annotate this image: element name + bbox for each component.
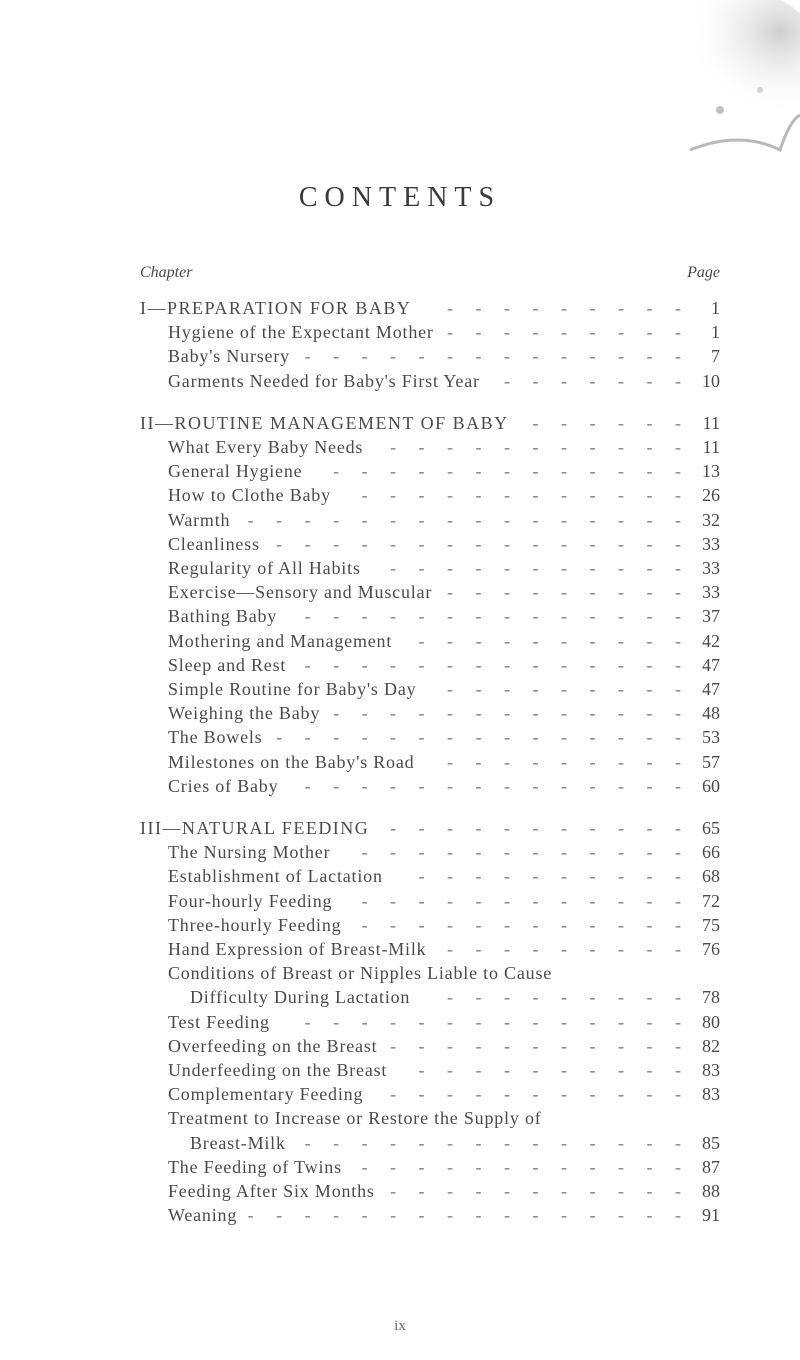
entry-title: Exercise—Sensory and Muscular: [168, 580, 438, 604]
entry-title: Regularity of All Habits: [168, 556, 367, 580]
entry-title: Baby's Nursery: [168, 344, 296, 368]
entry-title: The Feeding of Twins: [168, 1155, 348, 1179]
entry-page-number: 33: [702, 558, 720, 578]
entry-page-number: 65: [702, 818, 720, 838]
toc-entry-continuation[interactable]: [0, 1131, 800, 1155]
leader-dots: - - - - - - - - -: [447, 751, 690, 772]
leader-dots: - - - - - - - - - - - -: [361, 842, 690, 863]
leader-dots: - - - - - - - - - - - - - - -: [276, 727, 690, 748]
toc-entry[interactable]: [0, 1058, 800, 1082]
entry-page-number: 78: [702, 987, 720, 1008]
leader-dots: - - - - - - - - - - - - - - - -: [247, 509, 690, 530]
leader-dots: - - - - - - - - - - -: [390, 1084, 690, 1105]
entry-title: Conditions of Breast or Nipples Liable to Cause: [168, 961, 558, 985]
entry-title: Hygiene of the Expectant Mother: [168, 320, 440, 344]
toc-entry[interactable]: [0, 1179, 800, 1203]
leader-dots: - - - - - - - - - - -: [390, 818, 690, 838]
entry-page-number: 1: [711, 322, 720, 343]
chapter-heading[interactable]: [0, 816, 800, 840]
toc-entry[interactable]: [0, 1034, 800, 1058]
entry-page-number: 10: [702, 370, 720, 391]
toc-entry[interactable]: [0, 435, 800, 459]
leader-dots: - - - - - - - - - - - - - -: [304, 1132, 690, 1153]
page-title: CONTENTS: [298, 182, 502, 213]
toc-entry-continuation[interactable]: [0, 985, 800, 1009]
leader-dots: - - - - - - - - - - - - -: [333, 703, 690, 724]
leader-dots: - - - - - - - - - - - - - -: [304, 775, 690, 796]
entry-title: Simple Routine for Baby's Day: [168, 677, 422, 701]
leader-dots: - - - - - - - - - - - -: [361, 890, 690, 911]
leader-dots: - - - - - - - - - - - - - -: [304, 654, 690, 675]
entry-page-number: 83: [702, 1084, 720, 1105]
entry-title: Treatment to Increase or Restore the Supply of: [168, 1106, 548, 1130]
entry-page-number: 32: [702, 509, 720, 530]
entry-page-number: 47: [702, 679, 720, 699]
toc-entry[interactable]: [0, 604, 800, 628]
leader-dots: - - - - - - - - - - - -: [361, 1156, 690, 1177]
toc-entry[interactable]: [0, 701, 800, 725]
entry-page-number: 37: [702, 606, 720, 627]
entry-title: Cleanliness: [168, 532, 266, 556]
leader-dots: - - - - - - - - -: [447, 679, 690, 699]
leader-dots: - - - - - - - - - - -: [390, 437, 690, 457]
entry-page-number: 87: [702, 1156, 720, 1177]
chapter-heading[interactable]: [0, 296, 800, 320]
toc-entry[interactable]: [0, 629, 800, 653]
entry-page-number: 33: [702, 533, 720, 554]
entry-title: Four-hourly Feeding: [168, 889, 338, 913]
entry-title: Complementary Feeding: [168, 1082, 369, 1106]
toc-entry[interactable]: [0, 459, 800, 483]
entry-title: Breast-Milk: [190, 1131, 292, 1155]
leader-dots: - - - - - - - - - - - - - -: [304, 346, 690, 367]
leader-dots: - - - - - - - - -: [447, 987, 690, 1008]
leader-dots: - - - - - - - - -: [447, 582, 690, 603]
leader-dots: - - - - - - - - - - - - - -: [304, 606, 690, 627]
toc-entry[interactable]: [0, 1082, 800, 1106]
toc-entry[interactable]: [0, 320, 800, 344]
toc-entry[interactable]: [0, 369, 800, 393]
entry-title: General Hygiene: [168, 459, 308, 483]
entry-title: III—NATURAL FEEDING: [140, 816, 375, 840]
entry-page-number: 80: [702, 1011, 720, 1032]
entry-title: Weaning: [168, 1203, 243, 1227]
leader-dots: - - - - - -: [532, 412, 690, 433]
toc-entry[interactable]: [0, 483, 800, 507]
entry-page-number: 82: [702, 1035, 720, 1056]
entry-page-number: 88: [702, 1181, 720, 1201]
entry-page-number: 13: [702, 461, 720, 482]
entry-title: Garments Needed for Baby's First Year: [168, 369, 486, 393]
entry-title: I—PREPARATION FOR BABY: [140, 296, 417, 320]
leader-dots: - - - - - - - - -: [447, 298, 690, 318]
entry-page-number: 75: [702, 914, 720, 935]
leader-dots: - - - - - - - - - - - - -: [333, 461, 690, 482]
toc-entry[interactable]: [0, 913, 800, 937]
leader-dots: - - - - - - - - - - -: [390, 1181, 690, 1201]
entry-title: Three-hourly Feeding: [168, 913, 347, 937]
toc-entry[interactable]: [0, 961, 800, 985]
stain-corner-smudge: [570, 0, 800, 170]
entry-page-number: 76: [702, 939, 720, 959]
leader-dots: - - - - - - - - - - - -: [361, 914, 690, 935]
entry-title: The Bowels: [168, 725, 268, 749]
entry-title: Bathing Baby: [168, 604, 283, 628]
entry-title: II—ROUTINE MANAGEMENT OF BABY: [140, 411, 515, 435]
entry-page-number: 48: [702, 703, 720, 724]
toc-entry[interactable]: [0, 556, 800, 580]
leader-dots: - - - - - - - - - - -: [390, 1035, 690, 1056]
leader-dots: - - - - - - - - - -: [418, 630, 690, 651]
leader-dots: - - - - - - - - - -: [418, 866, 690, 887]
entry-page-number: 53: [702, 727, 720, 748]
toc-entry[interactable]: [0, 1106, 800, 1130]
toc-entry[interactable]: [0, 677, 800, 701]
entry-title: Sleep and Rest: [168, 653, 292, 677]
toc-entry[interactable]: [0, 774, 800, 798]
toc-entry[interactable]: [0, 725, 800, 749]
entry-title: What Every Baby Needs: [168, 435, 369, 459]
toc-entry[interactable]: [0, 344, 800, 368]
leader-dots: - - - - - - - - - - - - - - -: [276, 533, 690, 554]
leader-dots: - - - - - - - - - - - - - -: [304, 1011, 690, 1032]
leader-dots: - - - - - - - - - - - -: [361, 485, 690, 506]
leader-dots: - - - - - - - - -: [447, 939, 690, 959]
entry-title: Difficulty During Lactation: [190, 985, 416, 1009]
entry-page-number: 85: [702, 1132, 720, 1153]
entry-title: The Nursing Mother: [168, 840, 336, 864]
entry-page-number: 91: [702, 1205, 720, 1226]
entry-page-number: 7: [711, 346, 720, 367]
entry-title: Cries of Baby: [168, 774, 284, 798]
entry-page-number: 47: [702, 654, 720, 675]
toc-entry[interactable]: [0, 653, 800, 677]
chapter-column-header: Chapter: [140, 264, 193, 281]
entry-title: Hand Expression of Breast-Milk: [168, 937, 432, 961]
toc-entry[interactable]: [0, 840, 800, 864]
leader-dots: - - - - - - - - - - - - - - - -: [247, 1205, 690, 1226]
leader-dots: - - - - - - - - - - -: [390, 558, 690, 578]
entry-title: Mothering and Management: [168, 629, 398, 653]
chapter-heading[interactable]: [0, 411, 800, 435]
entry-page-number: 83: [702, 1060, 720, 1080]
toc-entry[interactable]: [0, 1010, 800, 1034]
entry-title: Milestones on the Baby's Road: [168, 750, 420, 774]
leader-dots: - - - - - - -: [504, 370, 690, 391]
entry-page-number: 42: [702, 630, 720, 651]
entry-title: Overfeeding on the Breast: [168, 1034, 383, 1058]
entry-page-number: 11: [702, 437, 720, 457]
entry-page-number: 72: [702, 890, 720, 911]
toc-entry[interactable]: [0, 580, 800, 604]
entry-title: Feeding After Six Months: [168, 1179, 381, 1203]
leader-dots: - - - - - - - - - -: [418, 1060, 690, 1080]
entry-page-number: 26: [702, 485, 720, 506]
entry-page-number: 68: [702, 866, 720, 887]
entry-page-number: 60: [702, 775, 720, 796]
toc-entry[interactable]: [0, 750, 800, 774]
page-number: ix: [394, 1318, 406, 1334]
toc-entry[interactable]: [0, 508, 800, 532]
entry-title: Establishment of Lactation: [168, 864, 389, 888]
toc-entry[interactable]: [0, 1155, 800, 1179]
entry-title: How to Clothe Baby: [168, 483, 337, 507]
entry-page-number: 66: [702, 842, 720, 863]
toc-entry[interactable]: [0, 532, 800, 556]
toc-entry[interactable]: [0, 889, 800, 913]
leader-dots: - - - - - - - - -: [447, 322, 690, 343]
entry-page-number: 57: [702, 751, 720, 772]
entry-title: Weighing the Baby: [168, 701, 326, 725]
entry-title: Warmth: [168, 508, 236, 532]
toc-entry[interactable]: [0, 1203, 800, 1227]
entry-page-number: 1: [711, 298, 720, 318]
entry-page-number: 11: [702, 412, 720, 433]
toc-entry[interactable]: [0, 864, 800, 888]
toc-entry[interactable]: [0, 937, 800, 961]
entry-title: Underfeeding on the Breast: [168, 1058, 393, 1082]
page-column-header: Page: [687, 264, 720, 281]
entry-page-number: 33: [702, 582, 720, 603]
entry-title: Test Feeding: [168, 1010, 276, 1034]
